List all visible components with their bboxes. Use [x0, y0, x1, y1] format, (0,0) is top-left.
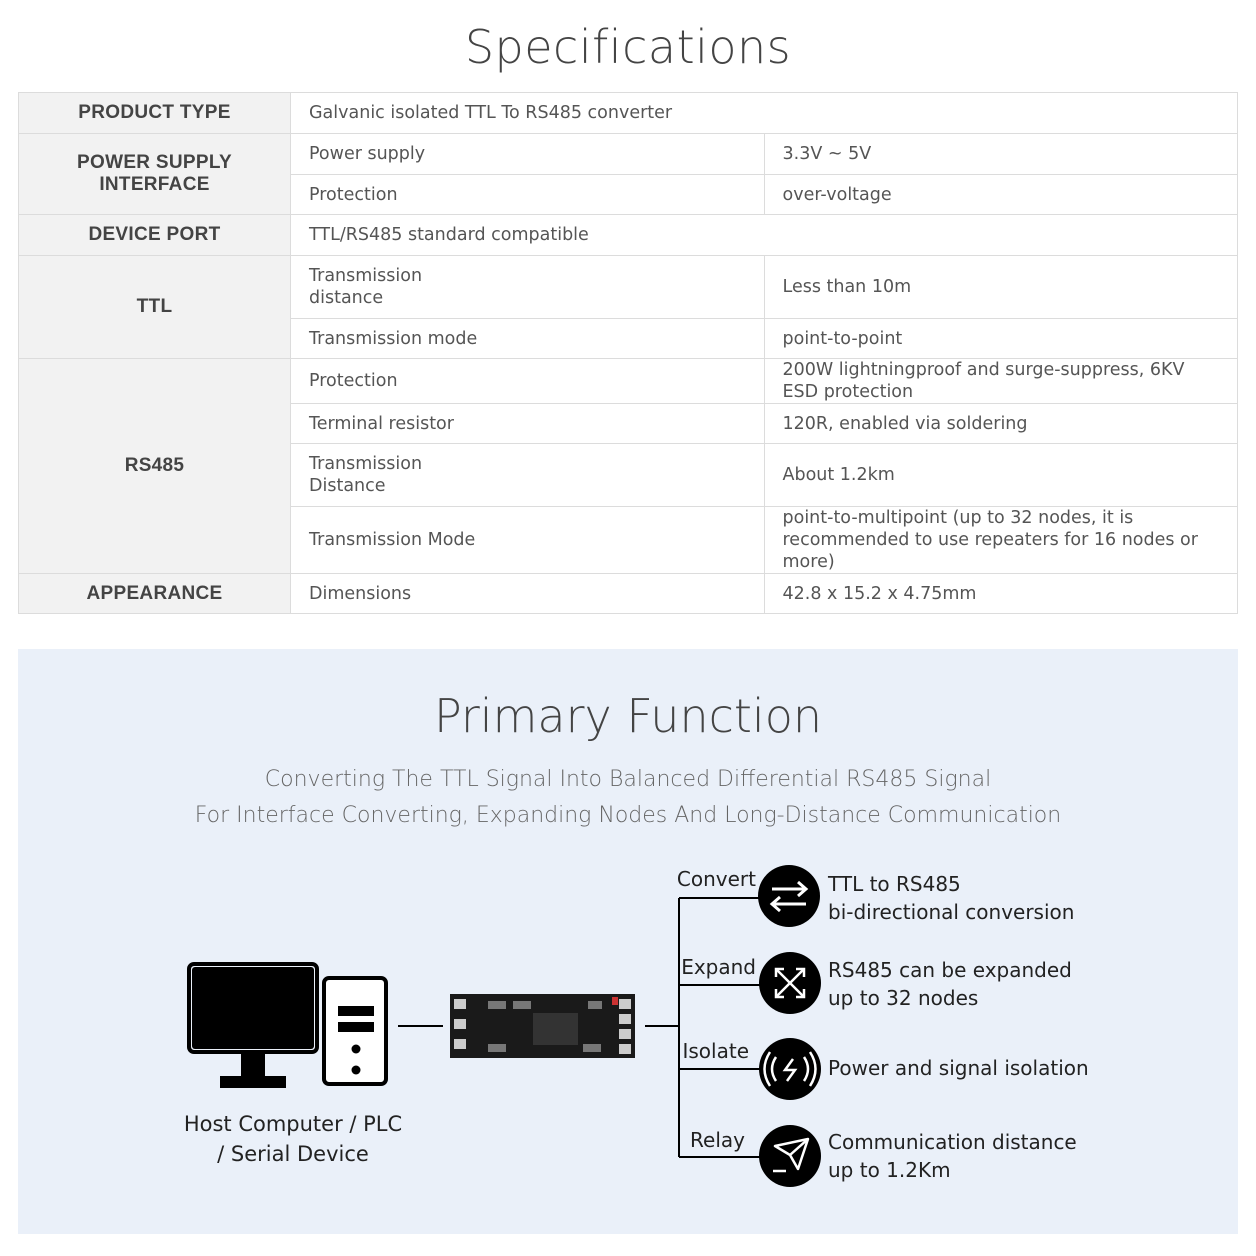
spec-value: 42.8 x 15.2 x 4.75mm	[764, 574, 1238, 614]
host-label-line-2: / Serial Device	[217, 1142, 369, 1166]
feature-line: TTL to RS485	[828, 872, 961, 896]
table-row	[19, 574, 1238, 614]
monitor-icon	[189, 964, 317, 1088]
isolation-signal-icon	[759, 1038, 821, 1100]
specifications-table	[18, 92, 1238, 614]
primary-function-title: Primary Function	[433, 689, 823, 743]
feature-line: bi-directional conversion	[828, 900, 1075, 924]
spec-key: Power supply	[291, 134, 765, 175]
spec-key-text: Transmission distance	[309, 266, 423, 308]
spec-key-text: Transmission Distance	[309, 454, 423, 496]
table-row	[19, 93, 1238, 134]
spec-value: 200W lightningproof and surge-suppress, 6KV ESD protection	[764, 359, 1238, 404]
category-rs485: RS485	[19, 359, 291, 574]
bidirectional-arrows-icon	[758, 865, 820, 927]
spec-value: over-voltage	[764, 175, 1238, 215]
spec-key	[291, 256, 765, 319]
spec-key: Dimensions	[291, 574, 765, 614]
category-ttl: TTL	[19, 256, 291, 359]
category-appearance: APPEARANCE	[19, 574, 291, 614]
spec-value: point-to-point	[764, 319, 1238, 359]
spec-key: Transmission Mode	[291, 507, 765, 574]
category-product-type: PRODUCT TYPE	[19, 93, 291, 134]
feature-label-expand: Expand	[681, 955, 756, 979]
specifications-title: Specifications	[464, 20, 792, 74]
computer-tower-icon	[324, 978, 386, 1084]
spec-key: Terminal resistor	[291, 404, 765, 444]
spec-key: Protection	[291, 359, 765, 404]
table-row	[19, 215, 1238, 256]
host-label-line-1: Host Computer / PLC	[183, 1112, 403, 1136]
converter-module-image	[450, 994, 635, 1058]
feature-line: Communication distance	[828, 1130, 1077, 1154]
spec-value: point-to-multipoint (up to 32 nodes, it is recommended to use repeaters for 16 nodes or more)	[764, 507, 1238, 574]
table-row	[19, 134, 1238, 175]
category-device-port: DEVICE PORT	[19, 215, 291, 256]
feature-text-convert	[828, 870, 1074, 926]
feature-text-expand	[828, 956, 1072, 1012]
spec-value: Less than 10m	[764, 256, 1238, 319]
spec-value: 3.3V ~ 5V	[764, 134, 1238, 175]
category-power-supply	[19, 134, 291, 215]
feature-text-relay	[828, 1128, 1077, 1184]
feature-text-isolate	[828, 1054, 1089, 1082]
spec-value: About 1.2km	[764, 444, 1238, 507]
spec-key: Protection	[291, 175, 765, 215]
feature-line: Power and signal isolation	[828, 1056, 1089, 1080]
feature-line: RS485 can be expanded	[828, 958, 1072, 982]
primary-function-section	[18, 649, 1238, 1234]
product-type-value: Galvanic isolated TTL To RS485 converter	[291, 93, 1238, 134]
subtitle-line-2: For Interface Converting, Expanding Nodes And Long-Distance Communication	[194, 803, 1062, 828]
table-row	[19, 359, 1238, 404]
host-computer-label	[168, 1109, 418, 1169]
device-port-value: TTL/RS485 standard compatible	[291, 215, 1238, 256]
feature-line: up to 1.2Km	[828, 1158, 951, 1182]
feature-label-isolate: Isolate	[682, 1039, 749, 1063]
spec-value: 120R, enabled via soldering	[764, 404, 1238, 444]
feature-label-relay: Relay	[690, 1128, 745, 1152]
feature-label-convert: Convert	[676, 867, 756, 891]
feature-bracket	[679, 898, 760, 1157]
spec-key	[291, 444, 765, 507]
expand-arrows-icon	[759, 952, 821, 1014]
spec-key: Transmission mode	[291, 319, 765, 359]
table-row	[19, 256, 1238, 319]
subtitle-line-1: Converting The TTL Signal Into Balanced Differential RS485 Signal	[264, 767, 992, 792]
feature-line: up to 32 nodes	[828, 986, 979, 1010]
relay-send-icon	[759, 1125, 821, 1187]
power-supply-label: POWER SUPPLY INTERFACE	[77, 152, 232, 195]
